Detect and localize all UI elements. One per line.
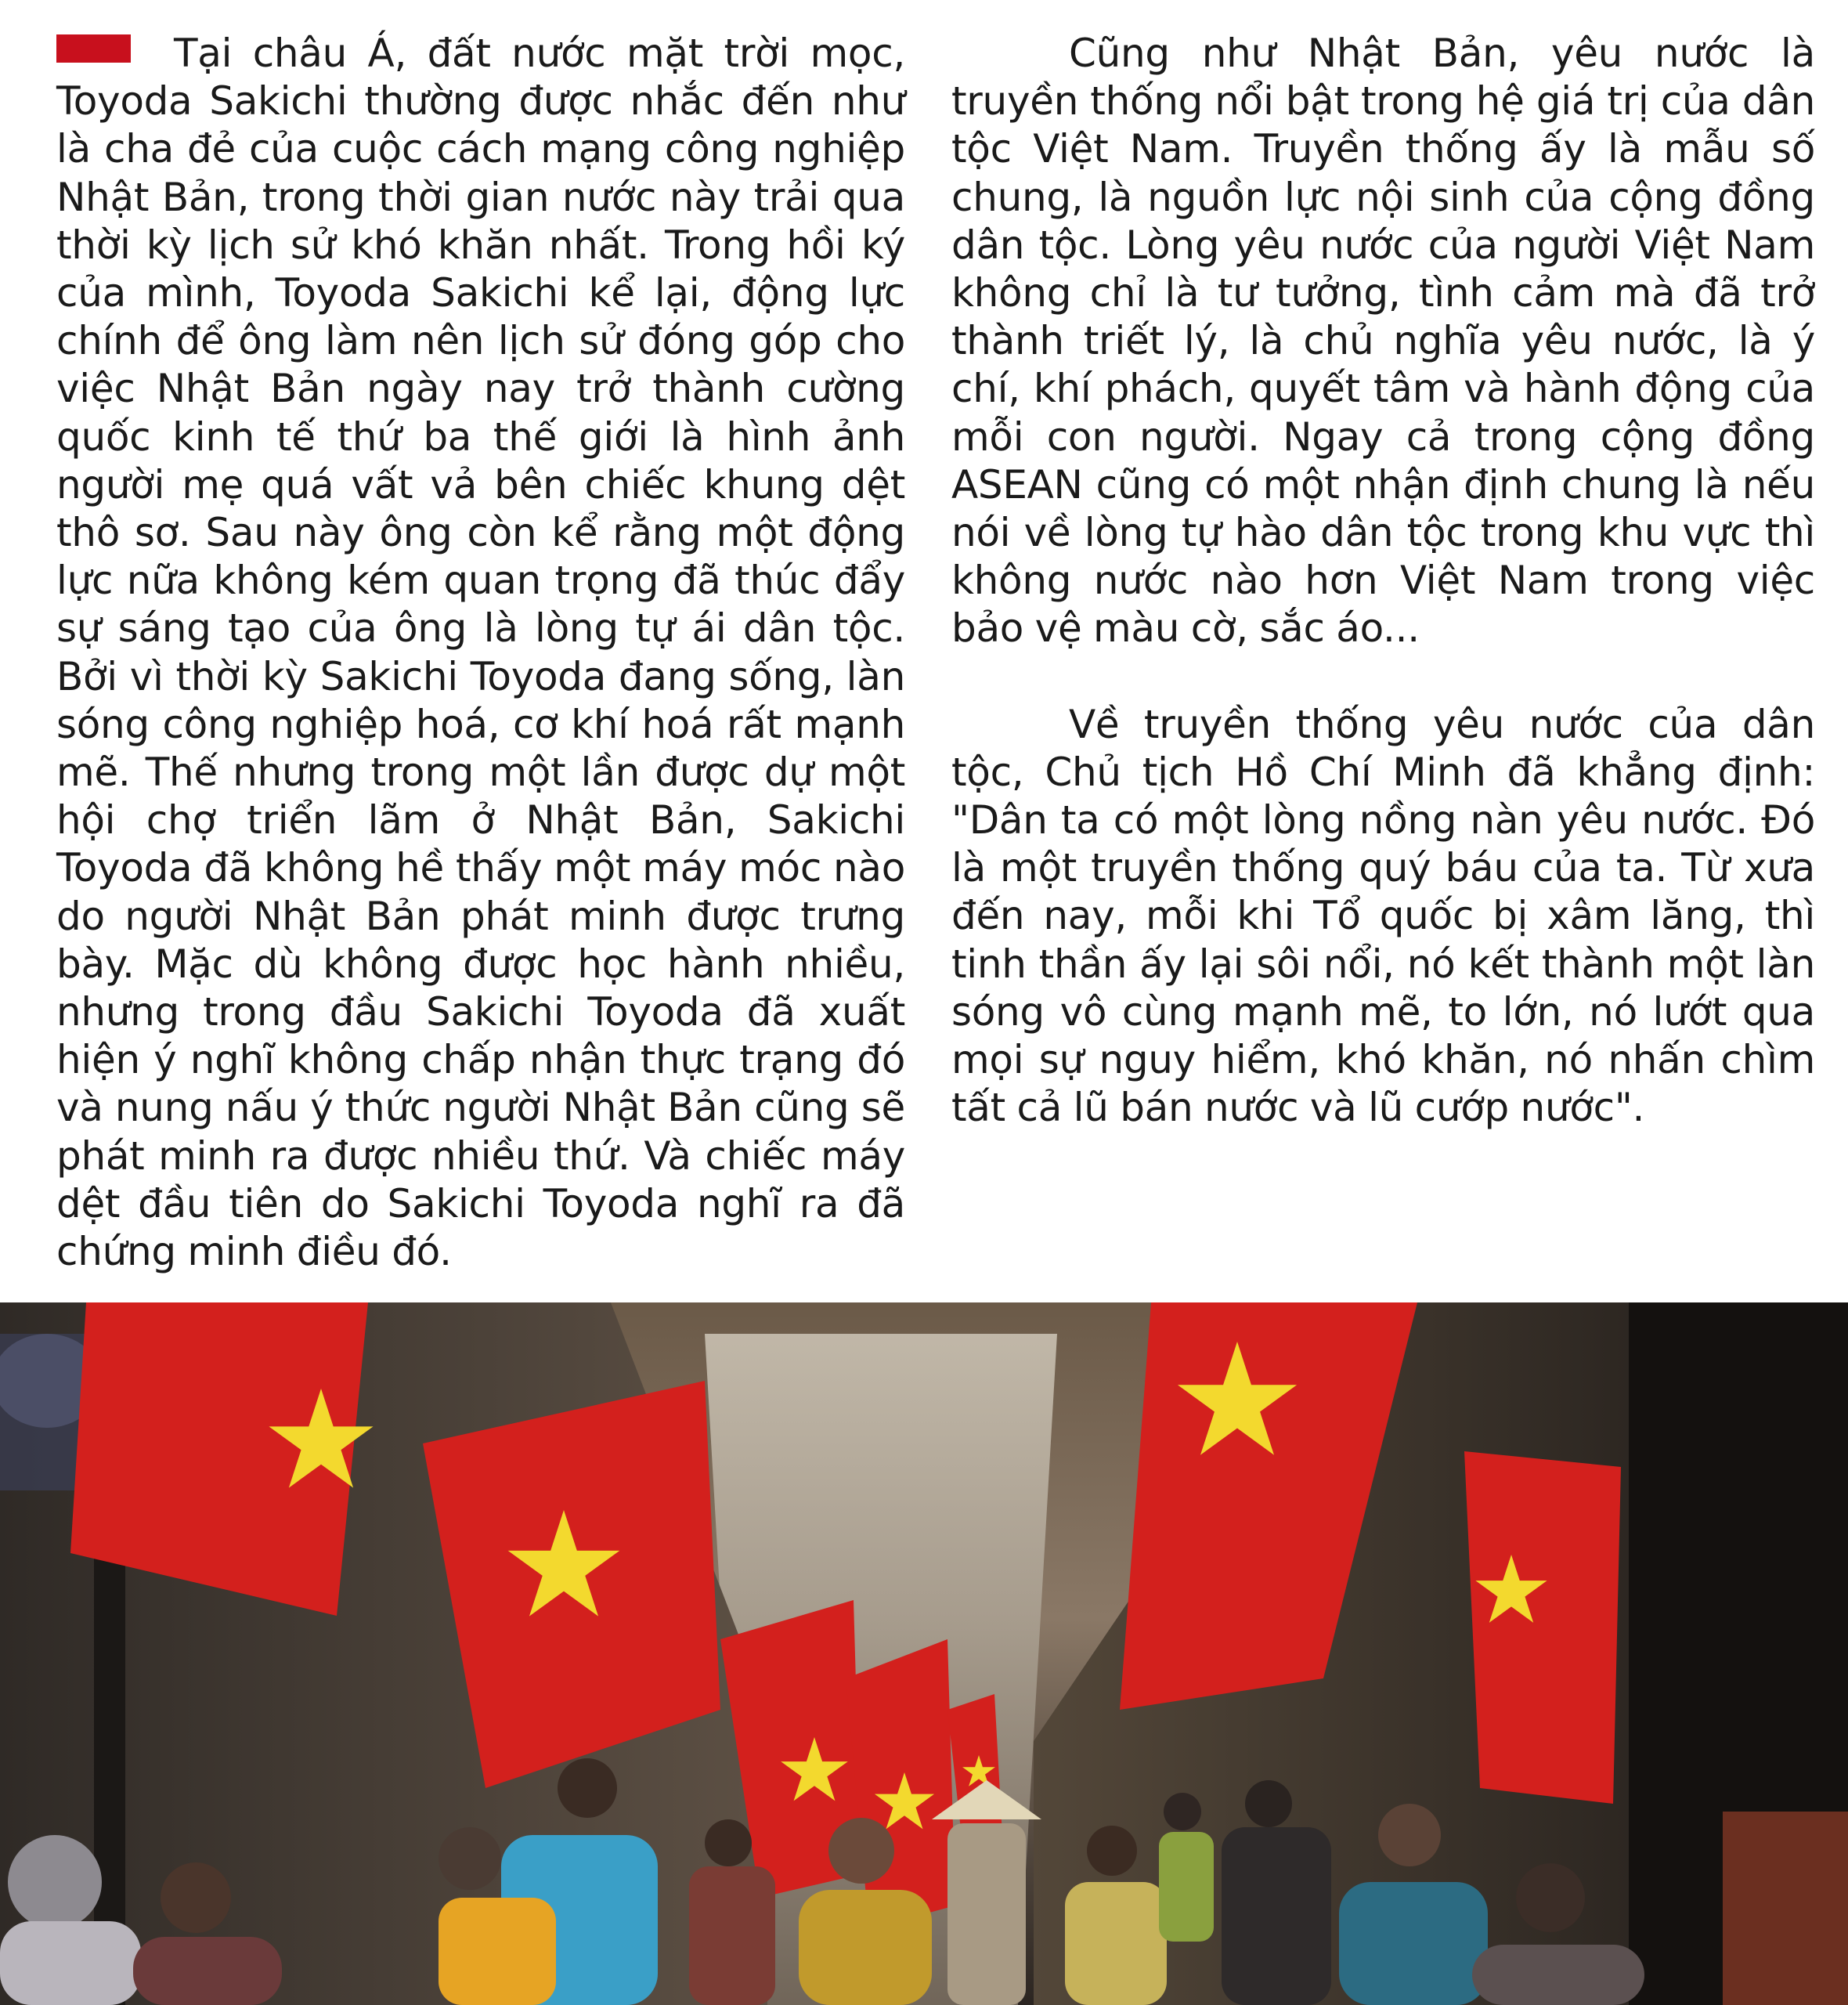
paragraph-vietnam-patriotism: Cũng như Nhật Bản, yêu nước là truyền thống nổi bật trong hệ giá trị của dân tộc Việt Nam. Truyền thống ấy là mẫu số chung, là nguồn lực nội sinh của cộng đồng dân tộc. Lòng yêu nước của người Việt Nam không chỉ là tư tưởng, tình cảm mà đã trở thành triết lý, là chủ nghĩa yêu nước, là ý chí, khí phách, quyết tâm và hành động của mỗi con người. Ngay cả trong cộng đồng ASEAN cũng có một nhận định chung là nếu nói về lòng tự hào dân tộc trong khu vực thì không nước nào hơn Việt Nam trong việc bảo vệ màu cờ, sắc áo... [951, 31, 1815, 652]
paragraph-ho-chi-minh-quote: Về truyền thống yêu nước của dân tộc, Chủ tịch Hồ Chí Minh đã khẳng định: "Dân ta có một lòng nồng nàn yêu nước. Đó là một truyền thống quý báu của ta. Từ xưa đến nay, mỗi khi Tổ quốc bị xâm lăng, thì tinh thần ấy lại sôi nổi, nó kết thành một làn sóng vô cùng mạnh mẽ, to lớn, nó lướt qua mọi sự nguy hiểm, khó khăn, nó nhấn chìm tất cả lũ bán nước và lũ cướp nước". [951, 701, 1815, 1131]
article-column-left [56, 30, 905, 1276]
street-flags-photo [0, 1302, 1848, 2005]
article-column-right [951, 30, 1815, 1132]
paragraph-toyoda: Tại châu Á, đất nước mặt trời mọc, Toyoda Sakichi thường được nhắc đến như là cha đẻ của cuộc cách mạng công nghiệp Nhật Bản, trong thời gian nước này trải qua thời kỳ lịch sử khó khăn nhất. Trong hồi ký của mình, Toyoda Sakichi kể lại, động lực chính để ông làm nên lịch sử đóng góp cho việc Nhật Bản ngày nay trở thành cường quốc kinh tế thứ ba thế giới là hình ảnh người mẹ quá vất vả bên chiếc khung dệt thô sơ. Sau này ông còn kể rằng một động lực nữa không kém quan trọng đã thúc đẩy sự sáng tạo của ông là lòng tự ái dân tộc. Bởi vì thời kỳ Sakichi Toyoda đang sống, làn sóng công nghiệp hoá, cơ khí hoá rất mạnh mẽ. Thế nhưng trong một lần được dự một hội chợ triển lãm ở Nhật Bản, Sakichi Toyoda đã không hề thấy một máy móc nào do người Nhật Bản phát minh được trưng bày. Mặc dù không được học hành nhiều, nhưng trong đầu Sakichi Toyoda đã xuất hiện ý nghĩ không chấp nhận thực trạng đó và nung nấu ý thức người Nhật Bản cũng sẽ phát minh ra được nhiều thứ. Và chiếc máy dệt đầu tiên do Sakichi Toyoda nghĩ ra đã chứng minh điều đó. [56, 31, 905, 1275]
